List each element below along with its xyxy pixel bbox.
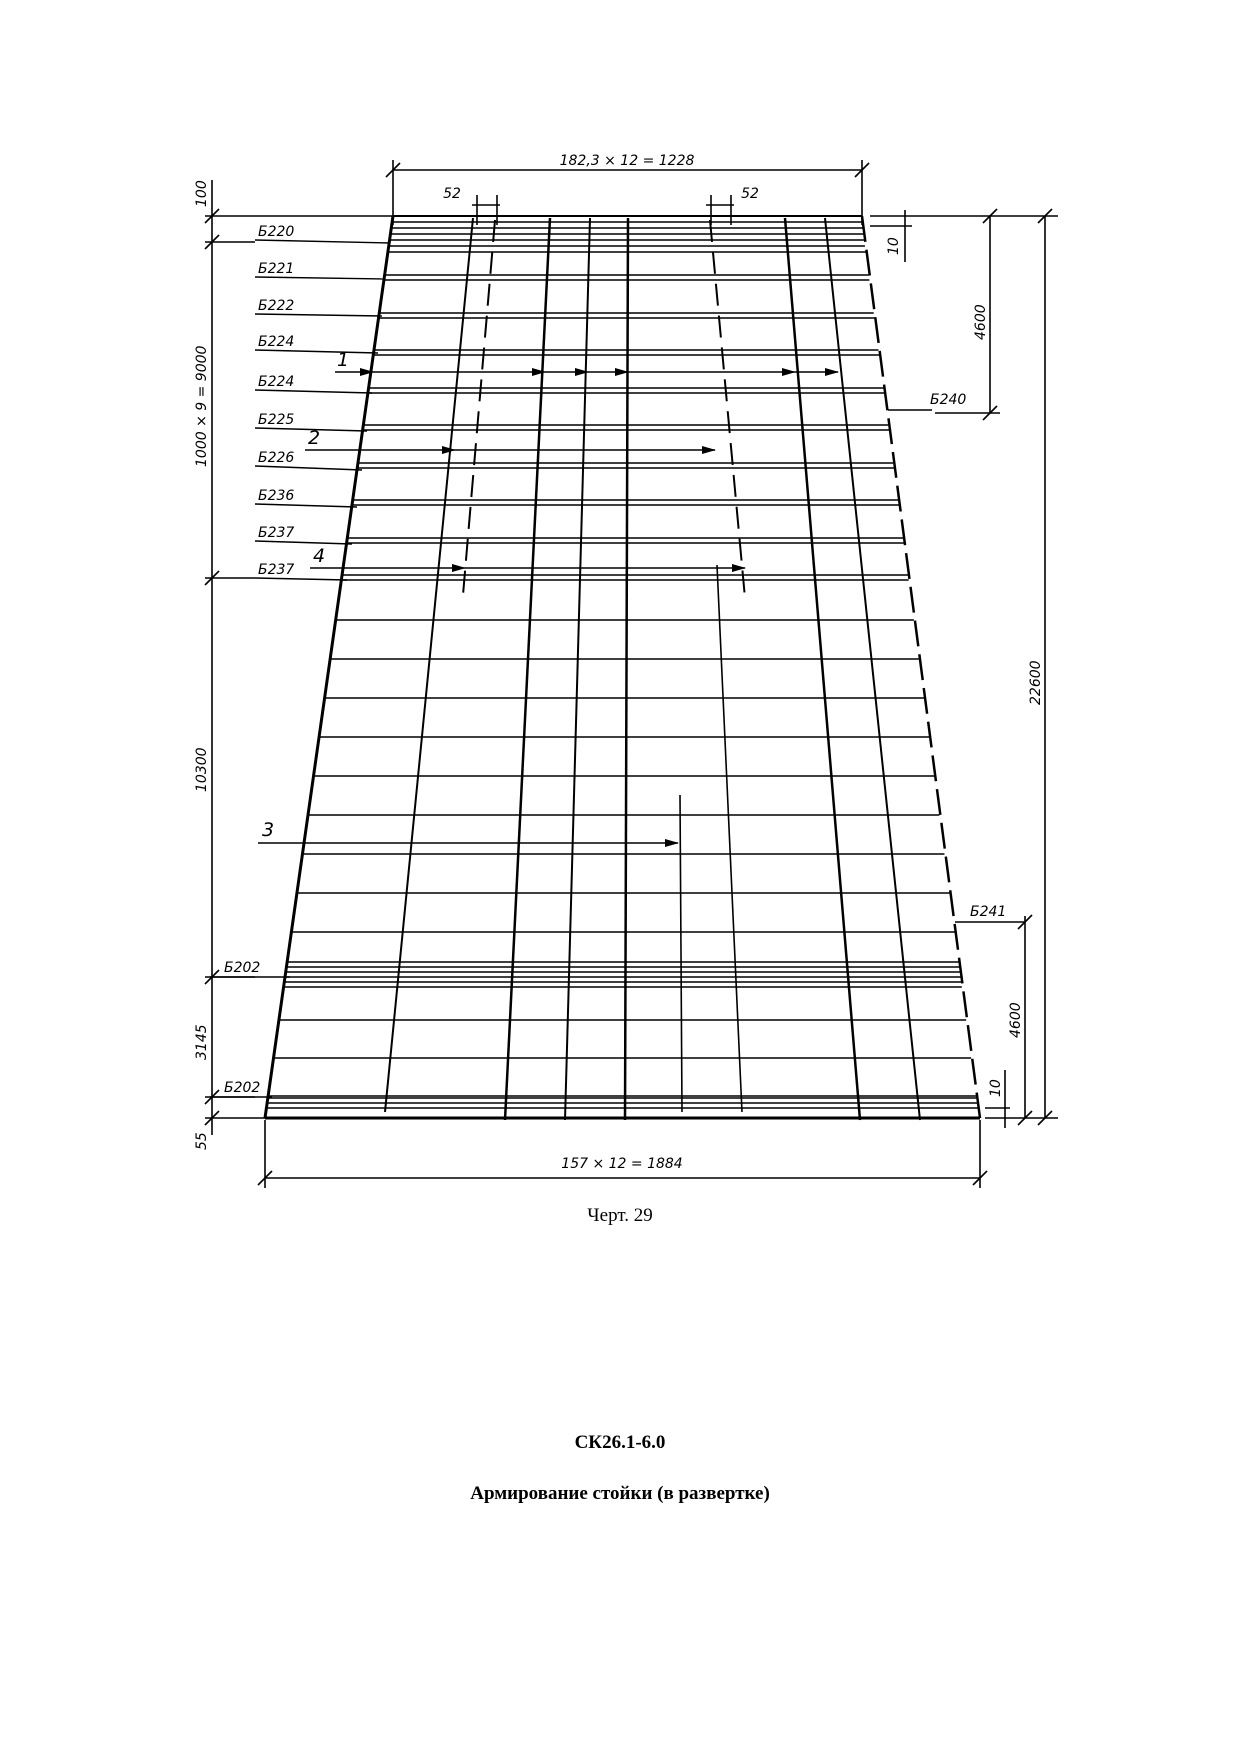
position-marker-3: 3 bbox=[262, 819, 275, 841]
label-b237-b: Б237 bbox=[258, 562, 295, 578]
dimension-10-bottom: 10 bbox=[988, 1079, 1004, 1097]
longitudinal-bar bbox=[505, 218, 550, 1120]
document-code: СК26.1-6.0 bbox=[574, 1432, 666, 1453]
dimension-1000x9: 1000 × 9 = 9000 bbox=[194, 345, 210, 467]
dimension-52-left: 52 bbox=[443, 186, 461, 202]
label-b225: Б225 bbox=[258, 412, 295, 428]
label-b241: Б241 bbox=[970, 904, 1007, 920]
document-title: Армирование стойки (в развертке) bbox=[470, 1483, 770, 1504]
dimension-52-right: 52 bbox=[741, 186, 759, 202]
position-marker-2: 2 bbox=[308, 427, 321, 449]
position-arrows bbox=[258, 372, 838, 843]
label-b226: Б226 bbox=[258, 450, 295, 466]
label-b222: Б222 bbox=[258, 298, 295, 314]
dimension-4600-bottom: 4600 bbox=[1008, 1002, 1024, 1038]
label-b240: Б240 bbox=[930, 392, 967, 408]
dimension-100: 100 bbox=[194, 180, 210, 207]
position-marker-4: 4 bbox=[313, 545, 326, 567]
dimension-10-top: 10 bbox=[886, 237, 902, 255]
dimension-10300: 10300 bbox=[194, 747, 210, 792]
label-b224-a: Б224 bbox=[258, 334, 295, 350]
longitudinal-bars bbox=[385, 218, 920, 1120]
label-b224-b: Б224 bbox=[258, 374, 295, 390]
label-b202-b: Б202 bbox=[224, 1080, 261, 1096]
label-b221: Б221 bbox=[258, 261, 295, 277]
longitudinal-bar bbox=[825, 218, 920, 1120]
dimension-22600: 22600 bbox=[1028, 660, 1044, 705]
longitudinal-bar bbox=[625, 218, 628, 1120]
longitudinal-bar bbox=[785, 218, 860, 1120]
label-leaders bbox=[210, 240, 1025, 1097]
dimension-bottom: 157 × 12 = 1884 bbox=[561, 1156, 683, 1172]
dimension-4600-top: 4600 bbox=[973, 304, 989, 340]
dimension-top: 182,3 × 12 = 1228 bbox=[559, 153, 695, 169]
longitudinal-bar bbox=[565, 218, 590, 1120]
dimension-lines bbox=[205, 160, 1058, 1188]
position-marker-1: 1 bbox=[337, 349, 350, 371]
dashed-bar bbox=[710, 220, 745, 598]
dimension-3145: 3145 bbox=[194, 1024, 210, 1060]
label-b202-a: Б202 bbox=[224, 960, 261, 976]
label-b236: Б236 bbox=[258, 488, 295, 504]
partial-bar bbox=[680, 795, 682, 1112]
longitudinal-bar bbox=[385, 218, 473, 1112]
label-b220: Б220 bbox=[258, 224, 295, 240]
label-b237-a: Б237 bbox=[258, 525, 295, 541]
figure-caption: Черт. 29 bbox=[587, 1205, 653, 1226]
partial-bar bbox=[717, 565, 742, 1112]
dimension-55: 55 bbox=[194, 1132, 210, 1150]
